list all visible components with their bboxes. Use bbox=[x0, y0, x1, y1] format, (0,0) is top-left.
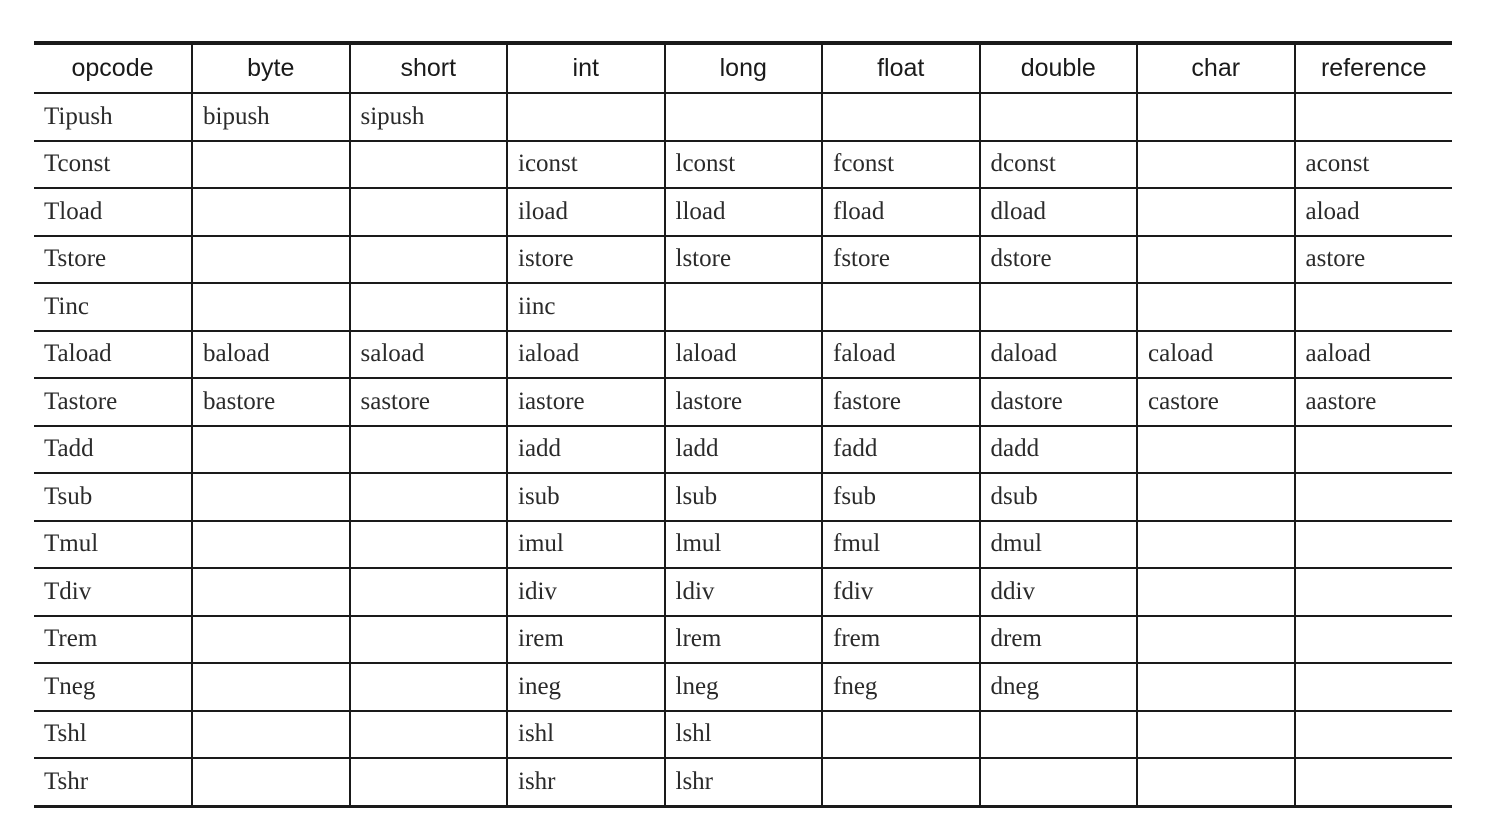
opcode-cell: Tshr bbox=[34, 758, 192, 806]
opcode-cell: Tastore bbox=[34, 378, 192, 426]
instruction-cell bbox=[350, 236, 508, 284]
instruction-cell: dconst bbox=[980, 141, 1138, 189]
instruction-cell bbox=[350, 758, 508, 806]
table-row bbox=[34, 616, 1452, 664]
opcode-cell: Trem bbox=[34, 616, 192, 664]
table-header bbox=[34, 43, 1452, 93]
instruction-cell: faload bbox=[822, 331, 980, 379]
instruction-cell: irem bbox=[507, 616, 665, 664]
instruction-cell: ddiv bbox=[980, 568, 1138, 616]
instruction-cell bbox=[192, 188, 350, 236]
opcode-cell: Tstore bbox=[34, 236, 192, 284]
column-header-double: double bbox=[980, 43, 1138, 93]
table-row bbox=[34, 378, 1452, 426]
opcode-type-table bbox=[34, 41, 1452, 808]
instruction-cell bbox=[350, 616, 508, 664]
instruction-cell: baload bbox=[192, 331, 350, 379]
instruction-cell: fastore bbox=[822, 378, 980, 426]
column-header-float: float bbox=[822, 43, 980, 93]
table-row bbox=[34, 758, 1452, 806]
instruction-cell: fload bbox=[822, 188, 980, 236]
instruction-cell bbox=[350, 188, 508, 236]
instruction-cell: dsub bbox=[980, 473, 1138, 521]
instruction-cell: ineg bbox=[507, 663, 665, 711]
instruction-cell bbox=[1295, 711, 1453, 759]
instruction-cell: dastore bbox=[980, 378, 1138, 426]
instruction-cell bbox=[350, 711, 508, 759]
instruction-cell bbox=[1137, 758, 1295, 806]
instruction-cell: iastore bbox=[507, 378, 665, 426]
instruction-cell: imul bbox=[507, 521, 665, 569]
instruction-cell bbox=[980, 93, 1138, 141]
opcode-cell: Tshl bbox=[34, 711, 192, 759]
instruction-cell: drem bbox=[980, 616, 1138, 664]
opcode-cell: Tload bbox=[34, 188, 192, 236]
instruction-cell: saload bbox=[350, 331, 508, 379]
instruction-cell: fsub bbox=[822, 473, 980, 521]
instruction-cell bbox=[665, 93, 823, 141]
instruction-cell bbox=[1295, 758, 1453, 806]
instruction-cell: iaload bbox=[507, 331, 665, 379]
instruction-cell: lsub bbox=[665, 473, 823, 521]
instruction-cell: laload bbox=[665, 331, 823, 379]
instruction-cell bbox=[192, 141, 350, 189]
table-row bbox=[34, 331, 1452, 379]
instruction-cell bbox=[1137, 521, 1295, 569]
opcode-cell: Tmul bbox=[34, 521, 192, 569]
instruction-cell bbox=[1137, 711, 1295, 759]
instruction-cell: ishl bbox=[507, 711, 665, 759]
column-header-long: long bbox=[665, 43, 823, 93]
instruction-cell bbox=[980, 283, 1138, 331]
instruction-cell: idiv bbox=[507, 568, 665, 616]
opcode-cell: Tadd bbox=[34, 426, 192, 474]
instruction-cell bbox=[822, 711, 980, 759]
instruction-cell bbox=[350, 426, 508, 474]
table-row bbox=[34, 473, 1452, 521]
instruction-cell bbox=[350, 283, 508, 331]
opcode-cell: Tsub bbox=[34, 473, 192, 521]
opcode-cell: Tconst bbox=[34, 141, 192, 189]
instruction-cell: bipush bbox=[192, 93, 350, 141]
instruction-cell: lastore bbox=[665, 378, 823, 426]
instruction-cell: lshr bbox=[665, 758, 823, 806]
instruction-cell bbox=[1295, 473, 1453, 521]
instruction-cell: dload bbox=[980, 188, 1138, 236]
instruction-cell: dmul bbox=[980, 521, 1138, 569]
instruction-cell bbox=[1295, 568, 1453, 616]
header-row bbox=[34, 43, 1452, 93]
instruction-cell: aconst bbox=[1295, 141, 1453, 189]
instruction-cell bbox=[192, 568, 350, 616]
column-header-opcode: opcode bbox=[34, 43, 192, 93]
instruction-cell: fdiv bbox=[822, 568, 980, 616]
instruction-cell: aload bbox=[1295, 188, 1453, 236]
instruction-cell: isub bbox=[507, 473, 665, 521]
instruction-cell: fneg bbox=[822, 663, 980, 711]
instruction-cell bbox=[350, 473, 508, 521]
opcode-cell: Tdiv bbox=[34, 568, 192, 616]
column-header-reference: reference bbox=[1295, 43, 1453, 93]
table-row bbox=[34, 426, 1452, 474]
instruction-cell: iadd bbox=[507, 426, 665, 474]
instruction-cell bbox=[192, 236, 350, 284]
instruction-cell: fstore bbox=[822, 236, 980, 284]
instruction-cell: ldiv bbox=[665, 568, 823, 616]
instruction-cell: iload bbox=[507, 188, 665, 236]
instruction-cell: castore bbox=[1137, 378, 1295, 426]
instruction-cell: lmul bbox=[665, 521, 823, 569]
instruction-cell bbox=[350, 521, 508, 569]
instruction-cell: daload bbox=[980, 331, 1138, 379]
instruction-cell: dadd bbox=[980, 426, 1138, 474]
instruction-cell bbox=[1295, 663, 1453, 711]
instruction-cell bbox=[1137, 236, 1295, 284]
table-row bbox=[34, 711, 1452, 759]
instruction-cell bbox=[1295, 93, 1453, 141]
instruction-cell bbox=[192, 711, 350, 759]
instruction-cell: frem bbox=[822, 616, 980, 664]
instruction-cell bbox=[192, 473, 350, 521]
instruction-cell: ladd bbox=[665, 426, 823, 474]
table-body bbox=[34, 93, 1452, 806]
table-row bbox=[34, 283, 1452, 331]
instruction-cell bbox=[1295, 616, 1453, 664]
table-row bbox=[34, 188, 1452, 236]
instruction-cell: lrem bbox=[665, 616, 823, 664]
instruction-cell: fconst bbox=[822, 141, 980, 189]
instruction-cell: astore bbox=[1295, 236, 1453, 284]
instruction-cell bbox=[1137, 93, 1295, 141]
instruction-cell: caload bbox=[1137, 331, 1295, 379]
instruction-cell bbox=[192, 521, 350, 569]
instruction-cell bbox=[980, 711, 1138, 759]
instruction-cell bbox=[1295, 426, 1453, 474]
instruction-cell: lstore bbox=[665, 236, 823, 284]
instruction-cell: aaload bbox=[1295, 331, 1453, 379]
instruction-cell: dstore bbox=[980, 236, 1138, 284]
table-row bbox=[34, 236, 1452, 284]
instruction-cell: aastore bbox=[1295, 378, 1453, 426]
table-row bbox=[34, 141, 1452, 189]
instruction-cell bbox=[665, 283, 823, 331]
table-row bbox=[34, 521, 1452, 569]
instruction-cell: iinc bbox=[507, 283, 665, 331]
instruction-cell bbox=[1137, 473, 1295, 521]
opcode-table-container bbox=[34, 41, 1452, 808]
instruction-cell bbox=[822, 283, 980, 331]
instruction-cell bbox=[1137, 616, 1295, 664]
instruction-cell bbox=[822, 758, 980, 806]
instruction-cell bbox=[980, 758, 1138, 806]
instruction-cell bbox=[1137, 426, 1295, 474]
instruction-cell bbox=[192, 616, 350, 664]
column-header-char: char bbox=[1137, 43, 1295, 93]
instruction-cell bbox=[1137, 663, 1295, 711]
instruction-cell bbox=[350, 141, 508, 189]
instruction-cell: dneg bbox=[980, 663, 1138, 711]
instruction-cell bbox=[1137, 283, 1295, 331]
opcode-cell: Tinc bbox=[34, 283, 192, 331]
instruction-cell: sastore bbox=[350, 378, 508, 426]
instruction-cell bbox=[507, 93, 665, 141]
instruction-cell: lconst bbox=[665, 141, 823, 189]
instruction-cell: fmul bbox=[822, 521, 980, 569]
instruction-cell: bastore bbox=[192, 378, 350, 426]
instruction-cell bbox=[822, 93, 980, 141]
instruction-cell bbox=[1137, 141, 1295, 189]
instruction-cell bbox=[1295, 283, 1453, 331]
column-header-byte: byte bbox=[192, 43, 350, 93]
instruction-cell bbox=[192, 426, 350, 474]
table-row bbox=[34, 93, 1452, 141]
opcode-cell: Taload bbox=[34, 331, 192, 379]
opcode-cell: Tipush bbox=[34, 93, 192, 141]
instruction-cell: ishr bbox=[507, 758, 665, 806]
instruction-cell: istore bbox=[507, 236, 665, 284]
instruction-cell: lload bbox=[665, 188, 823, 236]
instruction-cell bbox=[1137, 568, 1295, 616]
instruction-cell bbox=[1137, 188, 1295, 236]
instruction-cell: lneg bbox=[665, 663, 823, 711]
instruction-cell: sipush bbox=[350, 93, 508, 141]
column-header-int: int bbox=[507, 43, 665, 93]
instruction-cell: lshl bbox=[665, 711, 823, 759]
instruction-cell bbox=[192, 283, 350, 331]
instruction-cell bbox=[192, 663, 350, 711]
instruction-cell bbox=[1295, 521, 1453, 569]
table-row bbox=[34, 568, 1452, 616]
instruction-cell bbox=[192, 758, 350, 806]
column-header-short: short bbox=[350, 43, 508, 93]
instruction-cell: fadd bbox=[822, 426, 980, 474]
instruction-cell bbox=[350, 663, 508, 711]
opcode-cell: Tneg bbox=[34, 663, 192, 711]
instruction-cell: iconst bbox=[507, 141, 665, 189]
table-row bbox=[34, 663, 1452, 711]
instruction-cell bbox=[350, 568, 508, 616]
